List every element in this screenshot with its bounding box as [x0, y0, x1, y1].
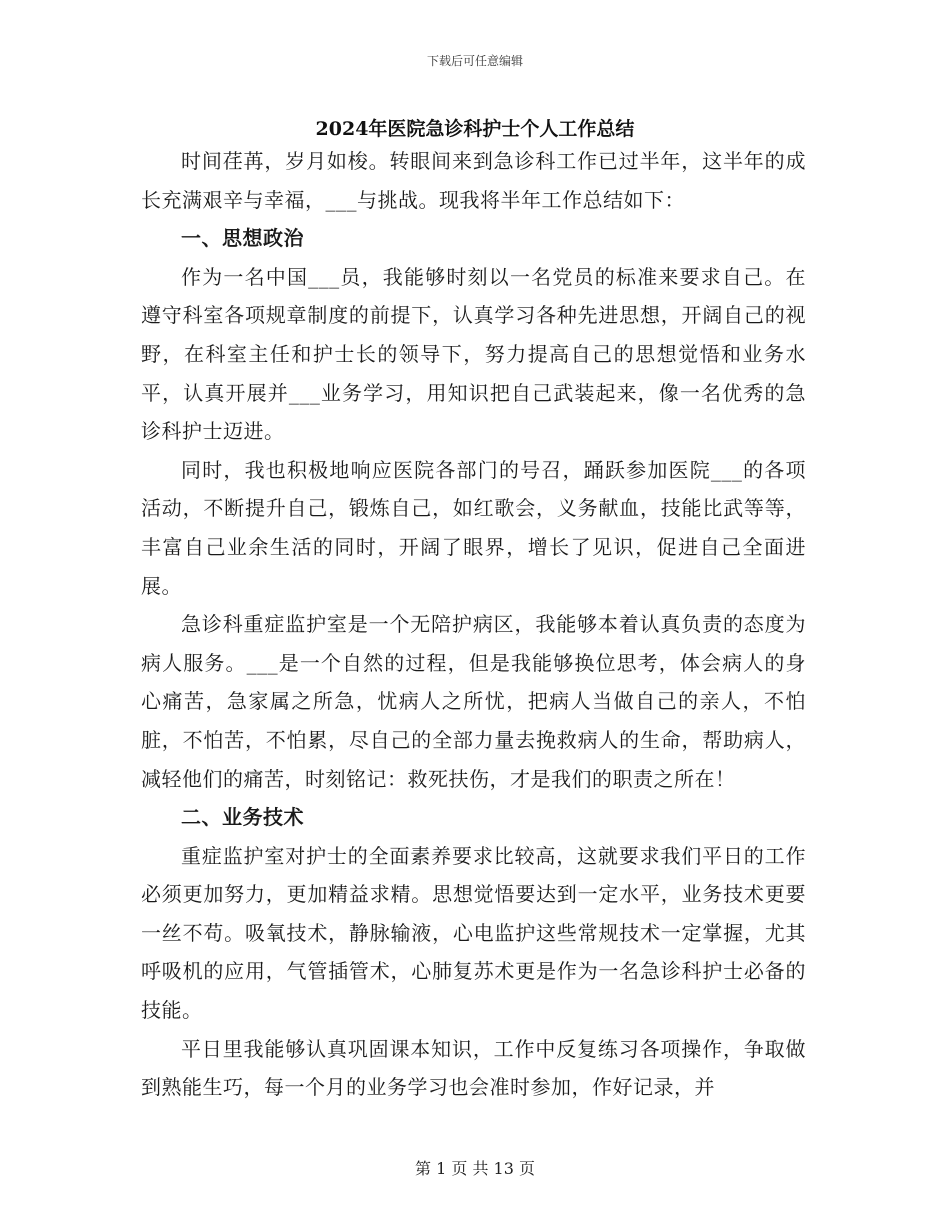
section-heading-politics: 一、思想政治 [181, 226, 304, 251]
document-body [141, 142, 806, 1107]
intro-paragraph: 时间荏苒，岁月如梭。转眼间来到急诊科工作已过半年，这半年的成长充满艰辛与幸福，___与挑战。现我将半年工作总结如下： [141, 149, 806, 212]
document-title: 2024年医院急诊科护士个人工作总结 [315, 118, 635, 140]
body-paragraph: 急诊科重症监护室是一个无陪护病区，我能够本着认真负责的态度为病人服务。___是一个自然的过程，但是我能够换位思考，体会病人的身心痛苦，急家属之所急，忧病人之所忧，把病人当做自己的亲人，不怕脏，不怕苦，不怕累，尽自己的全部力量去挽救病人的生命，帮助病人，减轻他们的痛苦，时刻铭记：救死扶伤，才是我们的职责之所在！ [141, 612, 806, 791]
body-paragraph: 同时，我也积极地响应医院各部门的号召，踊跃参加医院___的各项活动，不断提升自己，锻炼自己，如红歌会，义务献血，技能比武等等，丰富自己业余生活的同时，开阔了眼界，增长了见识，促进自己全面进展。 [141, 457, 806, 598]
page-footer: 第 1 页 共 13 页 [415, 1159, 535, 1178]
body-paragraph: 平日里我能够认真巩固课本知识，工作中反复练习各项操作，争取做到熟能生巧，每一个月的业务学习也会准时参加，作好记录，并 [141, 1036, 806, 1100]
body-paragraph: 作为一名中国___员，我能够时刻以一名党员的标准来要求自己。在遵守科室各项规章制度的前提下，认真学习各种先进思想，开阔自己的视野，在科室主任和护士长的领导下，努力提高自己的思想觉悟和业务水平，认真开展并___业务学习，用知识把自己武装起来，像一名优秀的急诊科护士迈进。 [141, 264, 806, 444]
section-heading-skills: 二、业务技术 [181, 805, 304, 830]
body-paragraph: 重症监护室对护士的全面素养要求比较高，这就要求我们平日的工作必须更加努力，更加精益求精。思想觉悟要达到一定水平，业务技术更要一丝不苟。吸氧技术，静脉输液，心电监护这些常规技术一定掌握，尤其呼吸机的应用，气管插管术，心肺复苏术更是作为一名急诊科护士必备的技能。 [141, 843, 806, 1023]
header-note: 下载后可任意编辑 [426, 54, 523, 68]
